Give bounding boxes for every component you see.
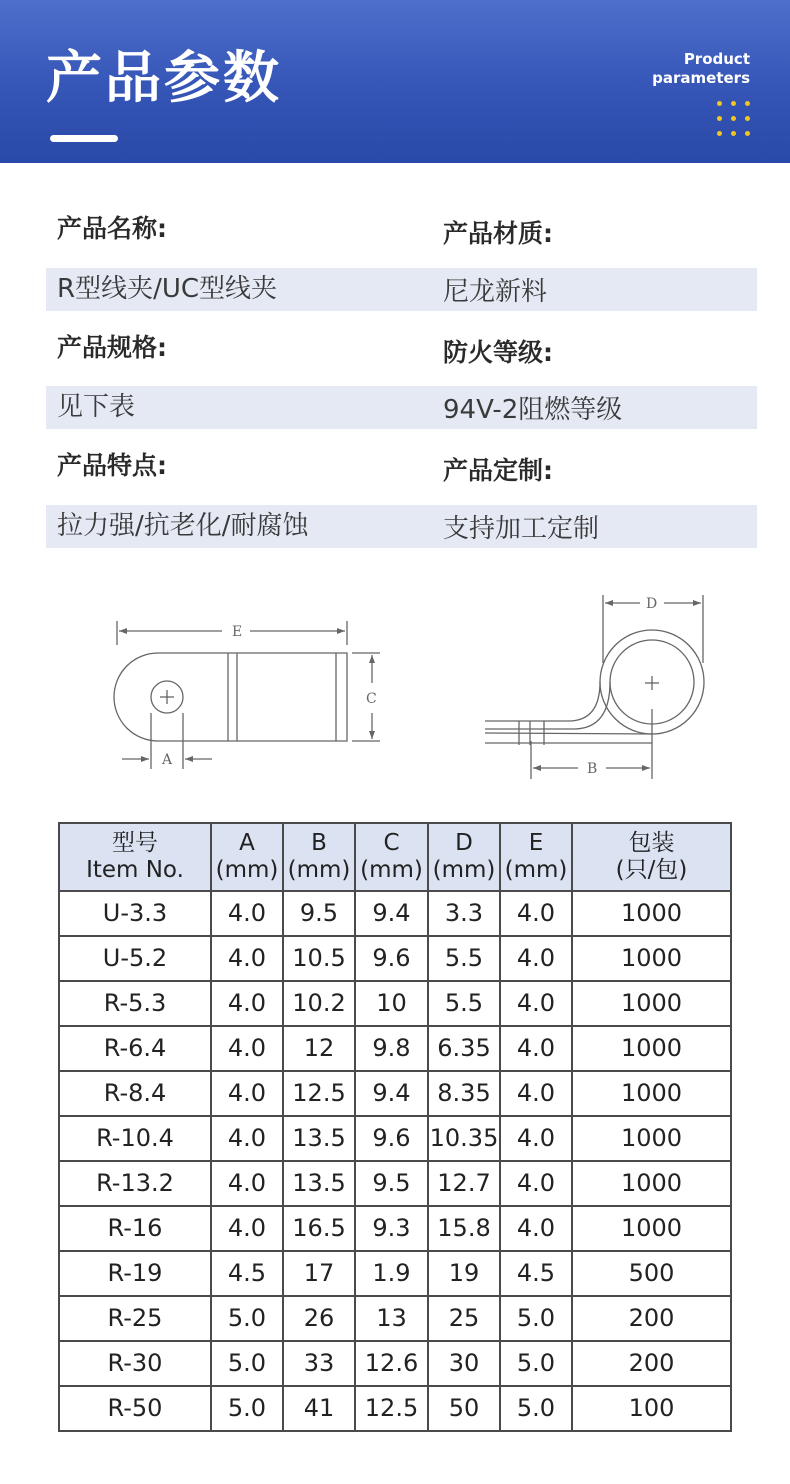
table-row xyxy=(59,1341,731,1386)
table-cell: 9.8 xyxy=(355,1026,428,1071)
col-header-b: B (mm) xyxy=(283,823,355,891)
table-cell: 1000 xyxy=(572,1071,731,1116)
table-row xyxy=(59,1116,731,1161)
table-cell: 4.0 xyxy=(211,1116,283,1161)
dots-decoration-icon xyxy=(717,101,753,141)
table-cell: 1000 xyxy=(572,1026,731,1071)
info-value-name: R型线夹/UC型线夹 xyxy=(57,274,278,304)
table-cell: 4.5 xyxy=(500,1251,572,1296)
table-cell: 10.35 xyxy=(428,1116,500,1161)
table-cell: 19 xyxy=(428,1251,500,1296)
table-cell: 4.0 xyxy=(500,1161,572,1206)
info-label-material: 产品材质: xyxy=(443,219,553,248)
col-header-c: C (mm) xyxy=(355,823,428,891)
col-header-d: D (mm) xyxy=(428,823,500,891)
table-cell: 33 xyxy=(283,1341,355,1386)
table-cell: 9.4 xyxy=(355,1071,428,1116)
table-cell: 12.7 xyxy=(428,1161,500,1206)
table-cell: U-5.2 xyxy=(59,936,211,981)
info-label-custom: 产品定制: xyxy=(443,456,553,485)
table-cell: 1000 xyxy=(572,1161,731,1206)
table-cell: 4.0 xyxy=(500,891,572,936)
table-cell: 4.5 xyxy=(211,1251,283,1296)
table-cell: 4.0 xyxy=(211,891,283,936)
table-cell: R-8.4 xyxy=(59,1071,211,1116)
table-cell: 12.5 xyxy=(283,1071,355,1116)
table-cell: 4.0 xyxy=(500,1206,572,1251)
table-cell: 50 xyxy=(428,1386,500,1431)
table-cell: 4.0 xyxy=(211,1161,283,1206)
table-cell: 17 xyxy=(283,1251,355,1296)
table-cell: 1.9 xyxy=(355,1251,428,1296)
dim-label-e: E xyxy=(232,624,243,640)
info-label-fire: 防火等级: xyxy=(443,338,553,367)
table-cell: 9.5 xyxy=(355,1161,428,1206)
table-cell: 5.5 xyxy=(428,981,500,1026)
table-cell: 26 xyxy=(283,1296,355,1341)
table-cell: 6.35 xyxy=(428,1026,500,1071)
table-cell: R-5.3 xyxy=(59,981,211,1026)
table-cell: 4.0 xyxy=(500,981,572,1026)
info-value-custom: 支持加工定制 xyxy=(443,514,600,544)
table-cell: 5.0 xyxy=(211,1386,283,1431)
info-value-fire: 94V-2阻燃等级 xyxy=(443,395,623,425)
table-cell: 4.0 xyxy=(211,1071,283,1116)
table-cell: 200 xyxy=(572,1296,731,1341)
info-label-name: 产品名称: xyxy=(57,214,167,243)
info-value-material: 尼龙新料 xyxy=(443,277,548,307)
col-header-a: A (mm) xyxy=(211,823,283,891)
table-cell: 15.8 xyxy=(428,1206,500,1251)
info-row-3 xyxy=(46,505,757,548)
table-cell: R-16 xyxy=(59,1206,211,1251)
table-cell: 10.2 xyxy=(283,981,355,1026)
col-header-item: 型号 Item No. xyxy=(59,823,211,891)
table-row xyxy=(59,1161,731,1206)
table-cell: 4.0 xyxy=(211,1026,283,1071)
info-label-spec: 产品规格: xyxy=(57,333,167,362)
subtitle-line-1: Product xyxy=(683,50,750,68)
table-cell: R-50 xyxy=(59,1386,211,1431)
table-row xyxy=(59,1026,731,1071)
table-row xyxy=(59,1251,731,1296)
table-cell: 8.35 xyxy=(428,1071,500,1116)
table-cell: U-3.3 xyxy=(59,891,211,936)
table-row xyxy=(59,981,731,1026)
table-row xyxy=(59,891,731,936)
table-cell: 1000 xyxy=(572,891,731,936)
info-row-2 xyxy=(46,386,757,429)
table-cell: R-10.4 xyxy=(59,1116,211,1161)
table-cell: 16.5 xyxy=(283,1206,355,1251)
table-cell: 9.5 xyxy=(283,891,355,936)
table-cell: 5.0 xyxy=(211,1341,283,1386)
table-cell: 5.0 xyxy=(500,1296,572,1341)
table-cell: 500 xyxy=(572,1251,731,1296)
table-cell: 4.0 xyxy=(500,936,572,981)
table-cell: 9.3 xyxy=(355,1206,428,1251)
table-cell: 12 xyxy=(283,1026,355,1071)
col-header-package: 包装 (只/包) xyxy=(572,823,731,891)
table-cell: 10 xyxy=(355,981,428,1026)
table-body xyxy=(59,891,731,1431)
table-cell: 5.0 xyxy=(500,1386,572,1431)
table-cell: 4.0 xyxy=(211,1206,283,1251)
table-cell: 100 xyxy=(572,1386,731,1431)
table-cell: 4.0 xyxy=(500,1116,572,1161)
table-cell: 4.0 xyxy=(500,1026,572,1071)
table-header-row xyxy=(59,823,731,891)
subtitle-line-2: parameters xyxy=(652,69,750,87)
table-cell: 1000 xyxy=(572,981,731,1026)
table-cell: 13 xyxy=(355,1296,428,1341)
clip-side-outline xyxy=(114,653,347,741)
header-banner xyxy=(0,0,790,163)
table-row xyxy=(59,936,731,981)
dim-label-a: A xyxy=(162,752,173,768)
info-label-feature: 产品特点: xyxy=(57,451,167,480)
table-cell: 1000 xyxy=(572,936,731,981)
table-cell: 9.4 xyxy=(355,891,428,936)
col-header-e: E (mm) xyxy=(500,823,572,891)
table-cell: 12.5 xyxy=(355,1386,428,1431)
table-cell: R-25 xyxy=(59,1296,211,1341)
table-cell: 13.5 xyxy=(283,1161,355,1206)
table-row xyxy=(59,1206,731,1251)
info-value-feature: 拉力强/抗老化/耐腐蚀 xyxy=(57,511,309,541)
table-cell: R-30 xyxy=(59,1341,211,1386)
table-cell: 4.0 xyxy=(211,981,283,1026)
dim-label-d: D xyxy=(646,596,658,612)
spec-table xyxy=(58,822,732,1432)
table-row xyxy=(59,1386,731,1431)
table-cell: R-6.4 xyxy=(59,1026,211,1071)
table-cell: 4.0 xyxy=(211,936,283,981)
dim-label-c: C xyxy=(366,691,377,707)
table-cell: 10.5 xyxy=(283,936,355,981)
info-value-spec: 见下表 xyxy=(57,392,136,422)
title-underline xyxy=(50,135,118,142)
info-row-1 xyxy=(46,268,757,311)
table-row xyxy=(59,1071,731,1116)
page-title: 产品参数 xyxy=(46,46,282,111)
english-subtitle xyxy=(652,50,750,88)
table-cell: R-19 xyxy=(59,1251,211,1296)
table-cell: 13.5 xyxy=(283,1116,355,1161)
table-cell: 5.0 xyxy=(211,1296,283,1341)
table-cell: 200 xyxy=(572,1341,731,1386)
table-cell: 25 xyxy=(428,1296,500,1341)
table-cell: 41 xyxy=(283,1386,355,1431)
dimension-diagram xyxy=(0,585,790,785)
table-row xyxy=(59,1296,731,1341)
table-cell: R-13.2 xyxy=(59,1161,211,1206)
dim-label-b: B xyxy=(587,761,598,777)
table-cell: 5.5 xyxy=(428,936,500,981)
table-cell: 4.0 xyxy=(500,1071,572,1116)
table-cell: 9.6 xyxy=(355,1116,428,1161)
table-cell: 5.0 xyxy=(500,1341,572,1386)
table-cell: 1000 xyxy=(572,1206,731,1251)
table-cell: 30 xyxy=(428,1341,500,1386)
table-cell: 12.6 xyxy=(355,1341,428,1386)
table-cell: 9.6 xyxy=(355,936,428,981)
table-cell: 1000 xyxy=(572,1116,731,1161)
table-cell: 3.3 xyxy=(428,891,500,936)
